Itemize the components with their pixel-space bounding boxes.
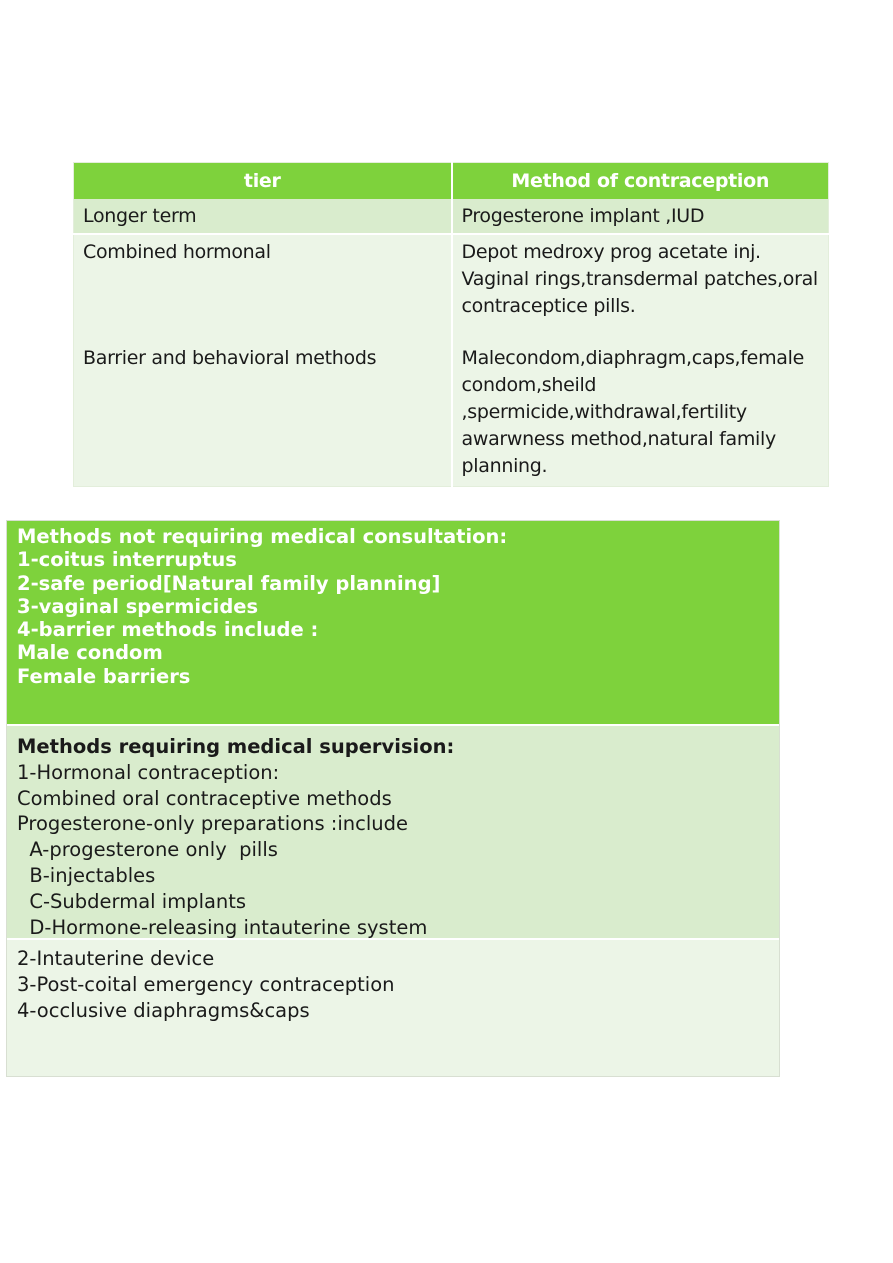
table-row (74, 199, 829, 234)
methods-classification-box (6, 520, 780, 1077)
table-header-row (74, 163, 829, 200)
header-method: Method of contraception (452, 163, 829, 200)
list-item: Combined oral contraceptive methods (17, 786, 392, 810)
table-row (74, 345, 829, 487)
tier-cell: Combined hormonal (74, 234, 452, 345)
non-medical-methods-section (7, 521, 779, 726)
list-item: B-injectables (17, 863, 156, 887)
header-tier: tier (74, 163, 452, 200)
section-heading: Methods not requiring medical consultation: (17, 525, 508, 548)
other-supervised-methods-section (7, 940, 779, 1076)
list-item: 2-safe period[Natural family planning] (17, 571, 441, 595)
method-cell: Depot medroxy prog acetate inj. Vaginal rings,transdermal patches,oral contraceptice pills. (452, 234, 829, 345)
tier-cell: Barrier and behavioral methods (74, 345, 452, 487)
list-item: C-Subdermal implants (17, 889, 247, 913)
list-item: 1-coitus interruptus (17, 548, 237, 572)
list-item: Male condom (17, 641, 163, 665)
list-item: 2-Intauterine device (17, 947, 215, 970)
list-item: D-Hormone-releasing intauterine system (17, 915, 428, 939)
list-item: 4-occlusive diaphragms&caps (17, 998, 310, 1022)
method-cell: Malecondom,diaphragm,caps,female condom,sheild ,spermicide,withdrawal,fertility awarwness method,natural family planning. (452, 345, 829, 487)
tier-cell: Longer term (74, 199, 452, 234)
list-item: A-progesterone only pills (17, 838, 278, 862)
list-item: 3-vaginal spermicides (17, 594, 259, 618)
medical-supervision-section (7, 726, 779, 940)
method-cell: Progesterone implant ,IUD (452, 199, 829, 234)
section-heading: Methods requiring medical supervision: (17, 735, 455, 758)
list-item: 3-Post-coital emergency contraception (17, 972, 395, 996)
list-item: Female barriers (17, 664, 191, 688)
table-row (74, 234, 829, 345)
list-item: 4-barrier methods include : (17, 618, 319, 642)
list-item: Progesterone-only preparations :include (17, 812, 409, 836)
list-item: 1-Hormonal contraception: (17, 760, 280, 784)
contraception-tiers-table (73, 162, 829, 487)
